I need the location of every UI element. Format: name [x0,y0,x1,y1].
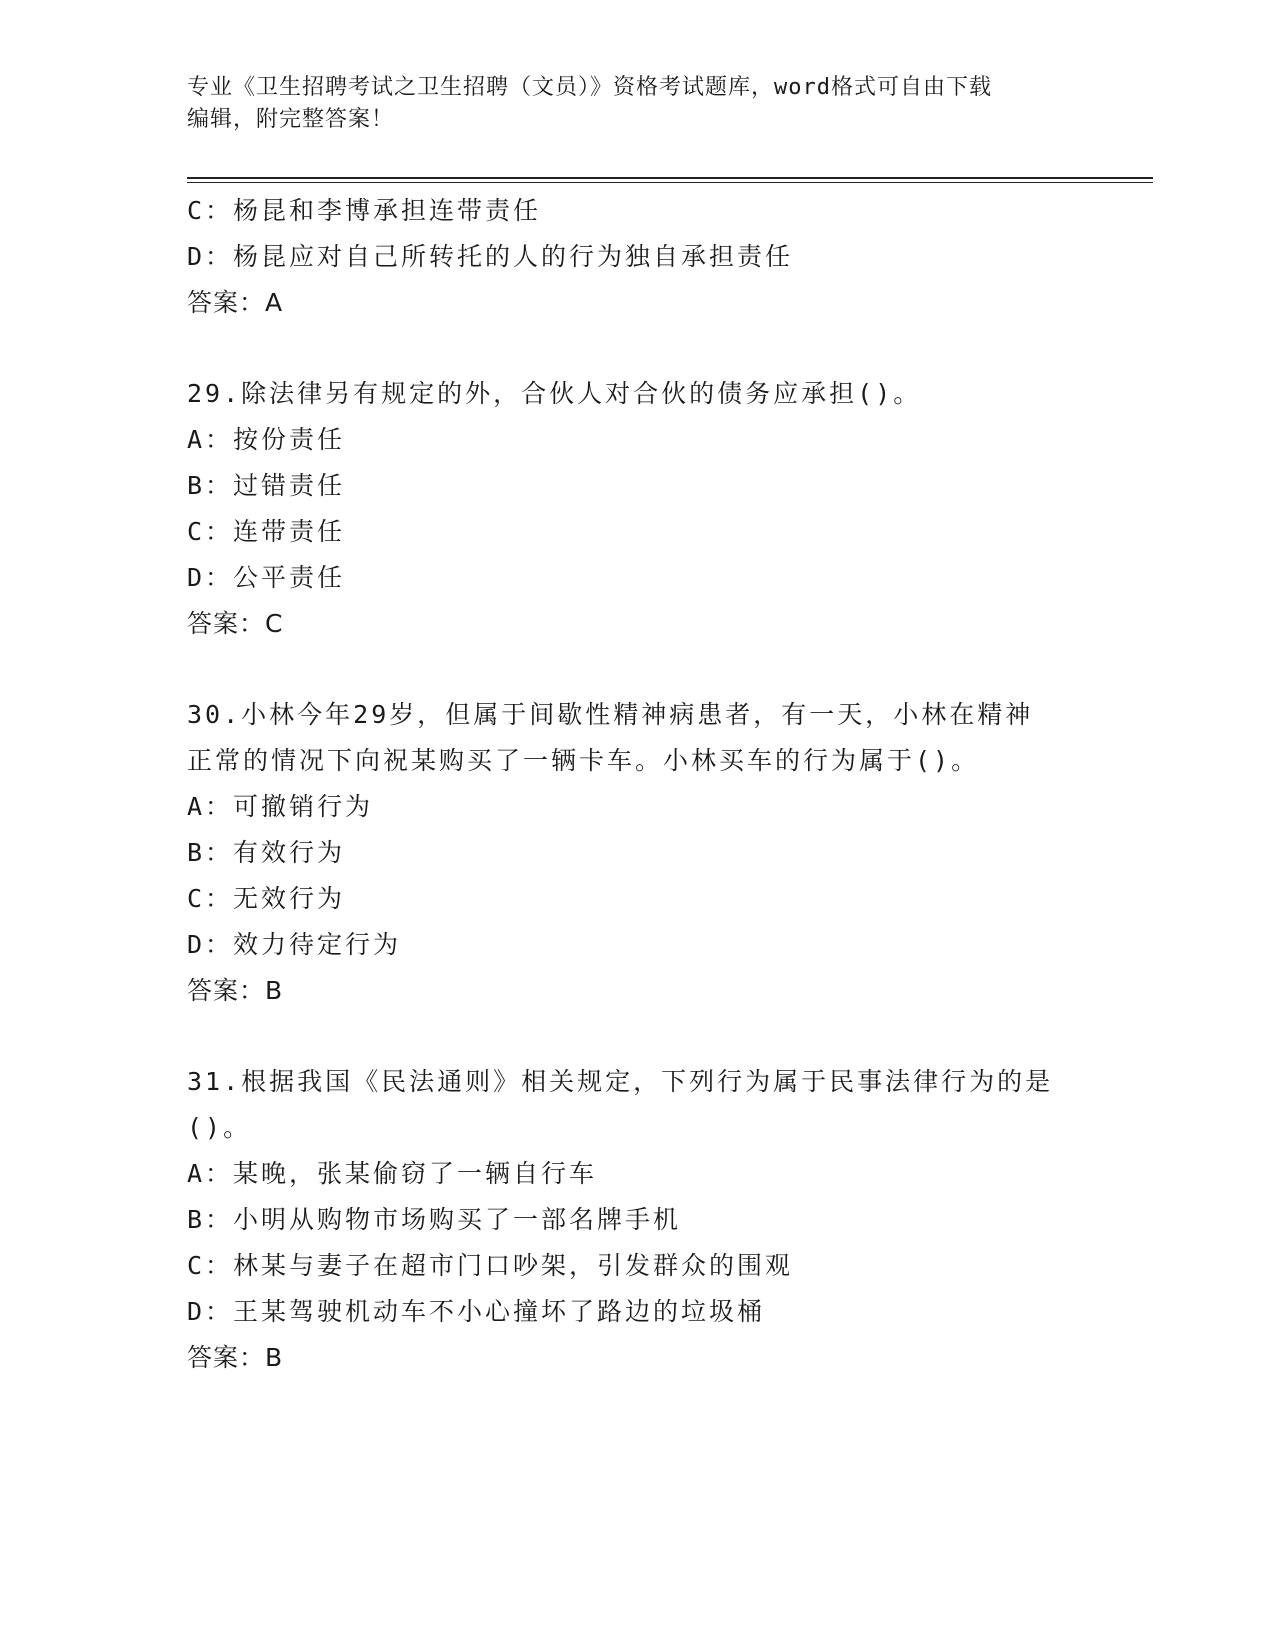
spacer [187,326,1087,371]
option-d: D：杨昆应对自己所转托的人的行为独自承担责任 [187,242,794,271]
question-30 [187,692,1087,1014]
option-c: C：连带责任 [187,517,346,546]
option-a: A：可撤销行为 [187,792,374,821]
option-c: C：林某与妻子在超市门口吵架，引发群众的围观 [187,1251,794,1280]
option-a: A：某晚，张某偷窃了一辆自行车 [187,1159,598,1188]
option-c: C：无效行为 [187,884,346,913]
document-header [187,72,1077,136]
option-c: C：杨昆和李博承担连带责任 [187,196,542,225]
question-29 [187,371,1087,647]
option-b: B：有效行为 [187,838,346,867]
question-text: 正常的情况下向祝某购买了一辆卡车。小林买车的行为属于()。 [187,746,980,775]
header-line-1: 专业《卫生招聘考试之卫生招聘（文员）》资格考试题库，word格式可自由下载 [187,75,992,100]
answer: 答案：C [187,609,284,638]
option-d: D：公平责任 [187,563,346,592]
question-text: 30.小林今年29岁，但属于间歇性精神病患者，有一天，小林在精神 [187,700,1034,729]
answer: 答案：B [187,976,284,1005]
option-b: B：小明从购物市场购买了一部名牌手机 [187,1205,682,1234]
answer: 答案：B [187,1343,284,1372]
question-text: ()。 [187,1113,252,1142]
question-31 [187,1059,1087,1381]
answer: 答案：A [187,288,284,317]
option-d: D：效力待定行为 [187,930,402,959]
option-b: B：过错责任 [187,471,346,500]
question-content [187,188,1087,1381]
question-28-continued [187,188,1087,326]
header-line-2: 编辑，附完整答案！ [187,107,395,132]
header-divider-thick [187,177,1153,179]
option-a: A：按份责任 [187,425,346,454]
question-text: 31.根据我国《民法通则》相关规定，下列行为属于民事法律行为的是 [187,1067,1054,1096]
header-divider-thin [187,182,1153,183]
question-text: 29.除法律另有规定的外，合伙人对合伙的债务应承担()。 [187,379,922,408]
option-d: D：王某驾驶机动车不小心撞坏了路边的垃圾桶 [187,1297,766,1326]
spacer [187,647,1087,692]
spacer [187,1014,1087,1059]
